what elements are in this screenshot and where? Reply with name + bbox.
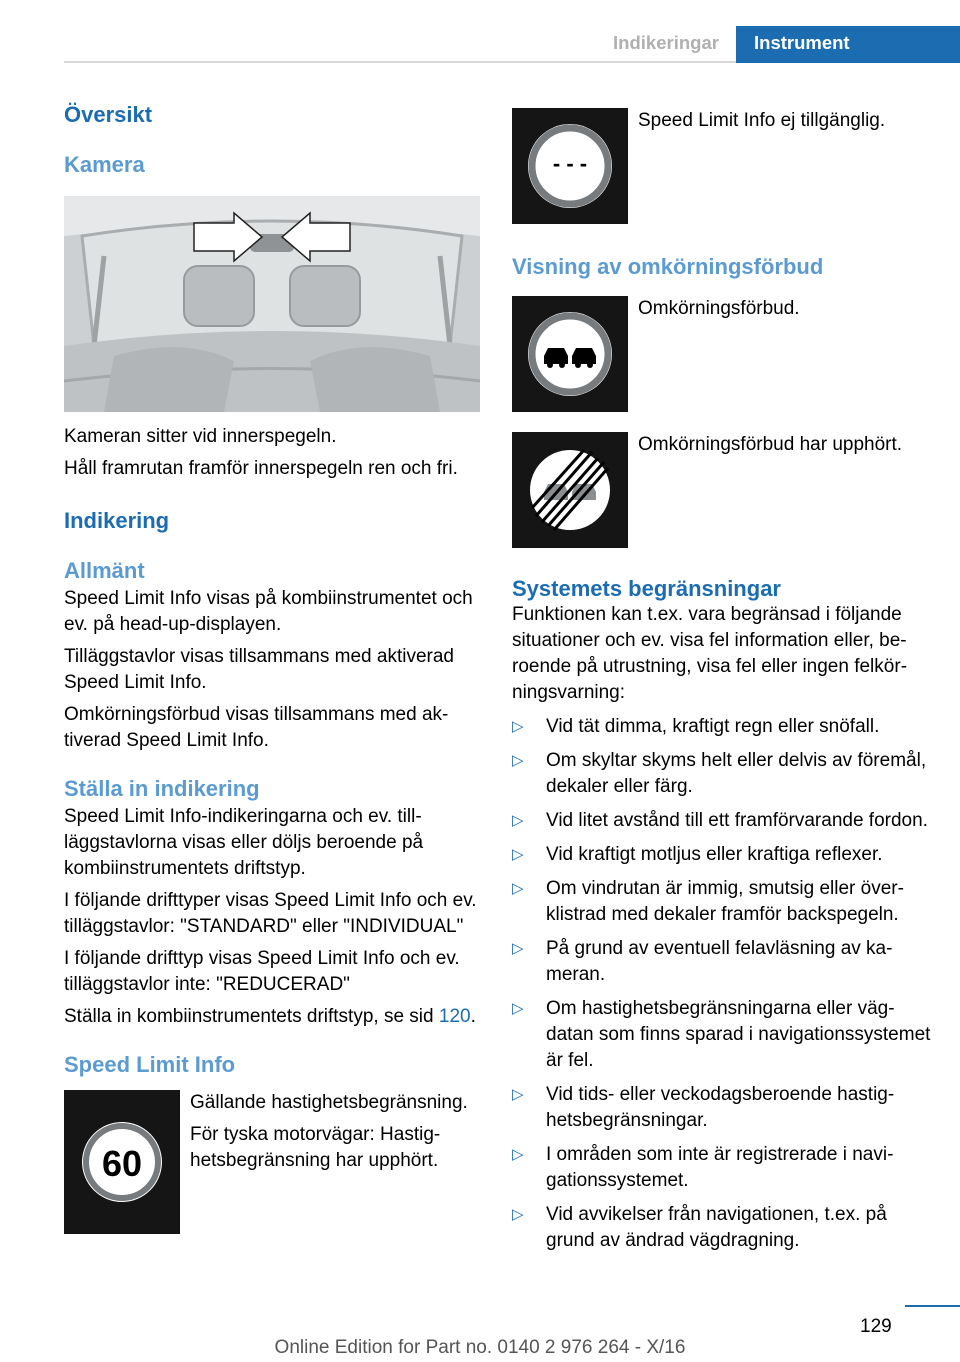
list-item-text: Vid tids- eller veckodagsberoende hastighetsbegränsningar.	[546, 1084, 895, 1131]
no-info-text	[638, 108, 932, 134]
no-info-row	[512, 108, 932, 224]
list-item	[512, 1142, 932, 1194]
no-info-sign-icon	[512, 108, 628, 224]
list-item-text: På grund av eventuell felavläsning av kameran.	[546, 938, 893, 985]
list-item	[512, 1202, 932, 1254]
no-info-sign-graphic	[512, 108, 628, 224]
triangle-bullet-icon: ▷	[512, 1086, 524, 1103]
system-paragraph: Funktionen kan t.ex. vara begränsad i följande situationer och ev. visa fel information eller, beroende på utrustning, visa fel eller ingen felkörningsvarning:	[512, 604, 908, 703]
triangle-bullet-icon: ▷	[512, 812, 524, 829]
car-interior-image	[64, 196, 480, 412]
triangle-bullet-icon: ▷	[512, 1146, 524, 1163]
overtaking-ban-end-graphic	[512, 432, 628, 548]
heading-indikering: Indikering	[64, 508, 170, 533]
stalla-paragraph-1: Speed Limit Info-indikeringarna och ev. tillläggstavlorna visas eller döljs beroende på kombiinstrumentets driftstyp.	[64, 806, 424, 879]
triangle-bullet-icon: ▷	[512, 940, 524, 957]
overtaking-ban-sign-icon	[512, 296, 628, 412]
page-link-120[interactable]: 120	[438, 1006, 471, 1027]
speed-sign-graphic	[64, 1090, 180, 1234]
triangle-bullet-icon: ▷	[512, 752, 524, 769]
stalla-paragraph-3: I följande drifttyp visas Speed Limit Info och ev. tilläggstavlor inte: "REDUCERAD"	[64, 948, 460, 995]
left-column	[64, 100, 484, 1234]
triangle-bullet-icon: ▷	[512, 1000, 524, 1017]
list-item-text: Om vindrutan är immig, smutsig eller överklistrad med dekaler framför backspegeln.	[546, 878, 904, 925]
overtaking-ban-text	[638, 296, 932, 322]
list-item	[512, 714, 932, 740]
footer-rule	[905, 1305, 960, 1307]
overtaking-ban-paragraph: Omkörningsförbud.	[638, 298, 800, 319]
edition-footer: Online Edition for Part no. 0140 2 976 264 - X/16	[274, 1337, 686, 1358]
list-item-text: Vid litet avstånd till ett framförvarande fordon.	[546, 810, 928, 831]
list-item-text: Om skyltar skyms helt eller delvis av föremål, dekaler eller färg.	[546, 750, 927, 797]
speed-paragraph-1: Gällande hastighetsbegränsning.	[190, 1092, 468, 1113]
overtaking-ban-end-sign-icon	[512, 432, 628, 548]
heading-visning: Visning av omkörningsförbud	[512, 254, 824, 279]
no-info-paragraph: Speed Limit Info ej tillgänglig.	[638, 110, 886, 131]
list-item-text: I områden som inte är registrerade i navigationssystemet.	[546, 1144, 894, 1191]
triangle-bullet-icon: ▷	[512, 880, 524, 897]
allmant-paragraph-1: Speed Limit Info visas på kombiinstrumentet och ev. på head-up-displayen.	[64, 588, 473, 635]
list-item	[512, 996, 932, 1074]
speed-limit-text	[190, 1090, 484, 1174]
heading-allmant: Allmänt	[64, 558, 145, 583]
overtaking-ban-end-row	[512, 432, 932, 548]
page-number: 129	[860, 1316, 892, 1337]
heading-stalla-in: Ställa in indikering	[64, 776, 260, 801]
speed-limit-60-sign-icon	[64, 1090, 180, 1234]
camera-illustration	[64, 196, 480, 412]
list-item	[512, 1082, 932, 1134]
right-column	[512, 108, 932, 1254]
speed-sign-value: 60	[101, 1143, 143, 1184]
list-item	[512, 876, 932, 928]
stalla-paragraph-2: I följande drifttyper visas Speed Limit Info och ev. tilläggstavlor: "STANDARD" eller "INDIVIDUAL"	[64, 890, 477, 937]
triangle-bullet-icon: ▷	[512, 846, 524, 863]
stalla-paragraph-4-text: Ställa in kombiinstrumentets driftstyp, se sid	[64, 1006, 439, 1027]
heading-oversikt: Översikt	[64, 102, 153, 127]
triangle-bullet-icon: ▷	[512, 718, 524, 735]
overtaking-ban-end-text	[638, 432, 932, 458]
kamera-paragraph-2: Håll framrutan framför innerspegeln ren och fri.	[64, 458, 458, 479]
stalla-paragraph-4-end: .	[470, 1006, 476, 1027]
overtaking-ban-row	[512, 296, 932, 412]
list-item-text: Vid kraftigt motljus eller kraftiga reflexer.	[546, 844, 883, 865]
list-item-text: Om hastighetsbegränsningarna eller vägdatan som finns sparad i navigationssystemet är fel.	[546, 998, 931, 1071]
allmant-paragraph-3: Omkörningsförbud visas tillsammans med aktiverad Speed Limit Info.	[64, 704, 449, 751]
limitations-list	[512, 714, 932, 1254]
list-item	[512, 842, 932, 868]
speed-limit-row	[64, 1090, 484, 1234]
heading-speed-limit-info: Speed Limit Info	[64, 1052, 236, 1077]
header-tab-instrument[interactable]: Instrument	[736, 26, 960, 63]
list-item	[512, 748, 932, 800]
allmant-paragraph-2: Tilläggstavlor visas tillsammans med aktiverad Speed Limit Info.	[64, 646, 454, 693]
speed-paragraph-2: För tyska motorvägar: Hastighetsbegränsning har upphört.	[190, 1124, 441, 1171]
list-item-text: Vid tät dimma, kraftigt regn eller snöfall.	[546, 716, 880, 737]
heading-kamera: Kamera	[64, 152, 145, 177]
list-item	[512, 936, 932, 988]
heading-systemets-begransningar: Systemets begränsningar	[512, 576, 781, 601]
stalla-paragraph-4	[64, 1004, 484, 1030]
list-item	[512, 808, 932, 834]
list-item-text: Vid avvikelser från navigationen, t.ex. på grund av ändrad vägdragning.	[546, 1204, 887, 1251]
no-info-sign-dashes: - - -	[552, 151, 588, 176]
header-tab-indikeringar[interactable]: Indikeringar	[613, 32, 719, 53]
kamera-paragraph-1: Kameran sitter vid innerspegeln.	[64, 426, 337, 447]
overtaking-ban-graphic	[512, 296, 628, 412]
triangle-bullet-icon: ▷	[512, 1206, 524, 1223]
overtaking-ban-end-paragraph: Omkörningsförbud har upphört.	[638, 434, 903, 455]
